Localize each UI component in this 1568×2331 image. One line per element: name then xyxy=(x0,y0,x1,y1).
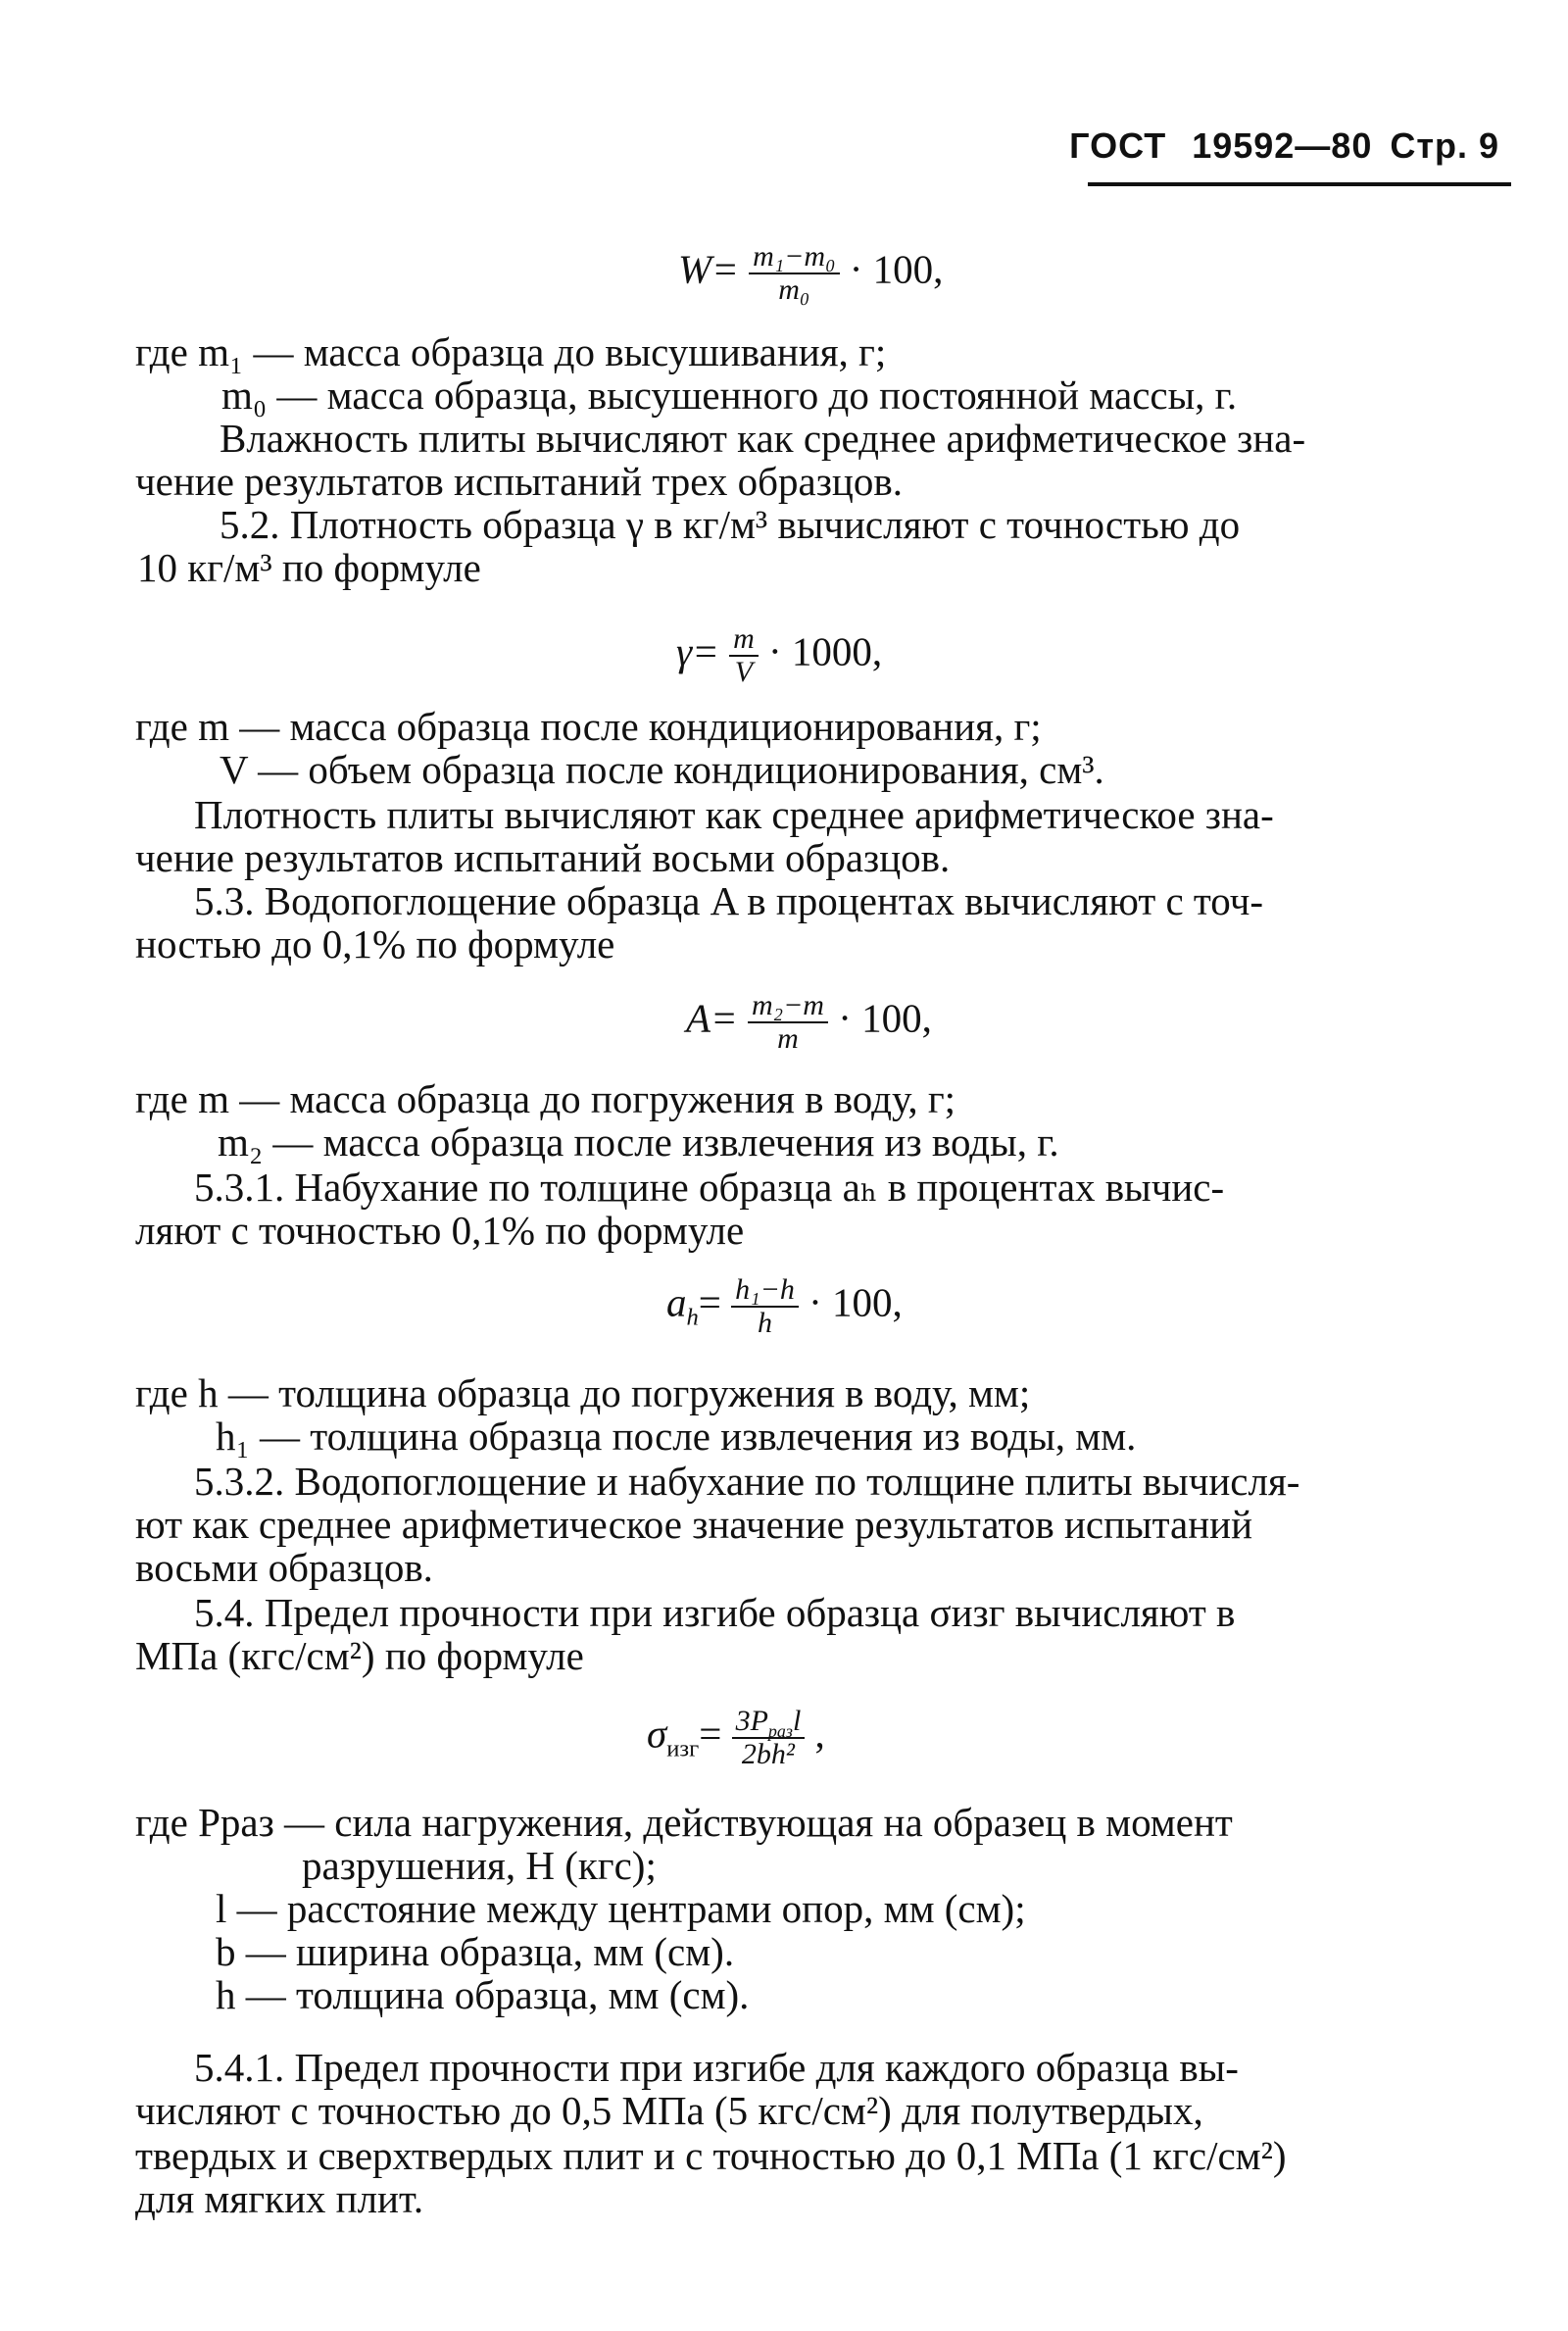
text-line: где m — масса образца после кондиционирования, г; xyxy=(135,704,1042,749)
formula-water-absorption: A= $\frac{\text{m₂−m}}{m}$ · 100, xyxy=(686,989,932,1055)
formula-bending-strength: $\sigma_{изг}=$ $\frac{3P_{раз}l}{\text{2bh²}}$ , xyxy=(647,1705,825,1770)
text-line: числяют с точностью до 0,5 МПа (5 кгс/см²) для полутвердых, xyxy=(135,2088,1203,2133)
text-line: где h — толщина образца до погружения в воду, мм; xyxy=(135,1370,1031,1415)
text-line: чение результатов испытаний восьми образцов. xyxy=(135,835,951,880)
standard-label: ГОСТ xyxy=(1069,125,1167,166)
formula-swelling: $a_h=$ $\frac{\text{h₁−h}}{h}$ · 100, xyxy=(666,1273,903,1339)
text-line: 5.3.2. Водопоглощение и набухание по толщине плиты вычисля- xyxy=(194,1459,1300,1504)
text-line: l — расстояние между центрами опор, мм (см); xyxy=(216,1886,1026,1931)
text-line: восьми образцов. xyxy=(135,1545,433,1590)
formula-moisture: W= $\frac{\text{m₁−m₀}}{\text{m₀}}$ · 100, xyxy=(678,240,944,306)
text-line: ностью до 0,1% по формуле xyxy=(135,921,615,967)
text-line: 5.4. Предел прочности при изгибе образца σизг вычисляют в xyxy=(194,1590,1236,1635)
text-line: где m₁ — масса образца до высушивания, г; xyxy=(135,329,887,374)
text-line: Плотность плиты вычисляют как среднее арифметическое зна- xyxy=(194,792,1274,837)
text-line: 5.3. Водопоглощение образца A в процентах вычисляют с точ- xyxy=(194,878,1264,923)
text-line: чение результатов испытаний трех образцов. xyxy=(135,459,903,504)
text-line: 5.3.1. Набухание по толщине образца aₕ в процентах вычис- xyxy=(194,1165,1225,1210)
text-line: ют как среднее арифметическое значение результатов испытаний xyxy=(135,1502,1253,1547)
text-line: МПа (кгс/см²) по формуле xyxy=(135,1633,584,1678)
standard-number: 19592—80 xyxy=(1192,125,1373,166)
text-line: твердых и сверхтвердых плит и с точностью до 0,1 МПа (1 кгс/см²) xyxy=(135,2133,1287,2178)
formula-density: γ= $\frac{m}{V}$ · 1000, xyxy=(676,622,883,688)
text-line: для мягких плит. xyxy=(135,2176,424,2221)
text-line: 5.4.1. Предел прочности при изгибе для каждого образца вы- xyxy=(194,2045,1239,2090)
text-line: m₀ — масса образца, высушенного до постоянной массы, г. xyxy=(221,372,1238,418)
text-line: где Pраз — сила нагружения, действующая на образец в момент xyxy=(135,1800,1233,1845)
text-line: V — объем образца после кондиционирования, см³. xyxy=(220,747,1104,792)
page-number: Стр. 9 xyxy=(1390,125,1499,166)
text-line: h₁ — толщина образца после извлечения из воды, мм. xyxy=(216,1413,1137,1459)
text-line: где m — масса образца до погружения в воду, г; xyxy=(135,1076,956,1121)
text-line: Влажность плиты вычисляют как среднее арифметическое зна- xyxy=(220,416,1306,461)
text-line: 5.2. Плотность образца γ в кг/м³ вычисляют с точностью до xyxy=(220,502,1241,547)
header-rule xyxy=(1088,182,1511,186)
text-line: h — толщина образца, мм (см). xyxy=(216,1972,750,2017)
text-line: ляют с точностью 0,1% по формуле xyxy=(135,1208,745,1253)
text-line: 10 кг/м³ по формуле xyxy=(137,545,481,590)
text-line: m₂ — масса образца после извлечения из воды, г. xyxy=(218,1119,1059,1165)
page-header xyxy=(1069,125,1499,167)
text-line: разрушения, Н (кгс); xyxy=(302,1843,657,1888)
text-line: b — ширина образца, мм (см). xyxy=(216,1929,735,1974)
